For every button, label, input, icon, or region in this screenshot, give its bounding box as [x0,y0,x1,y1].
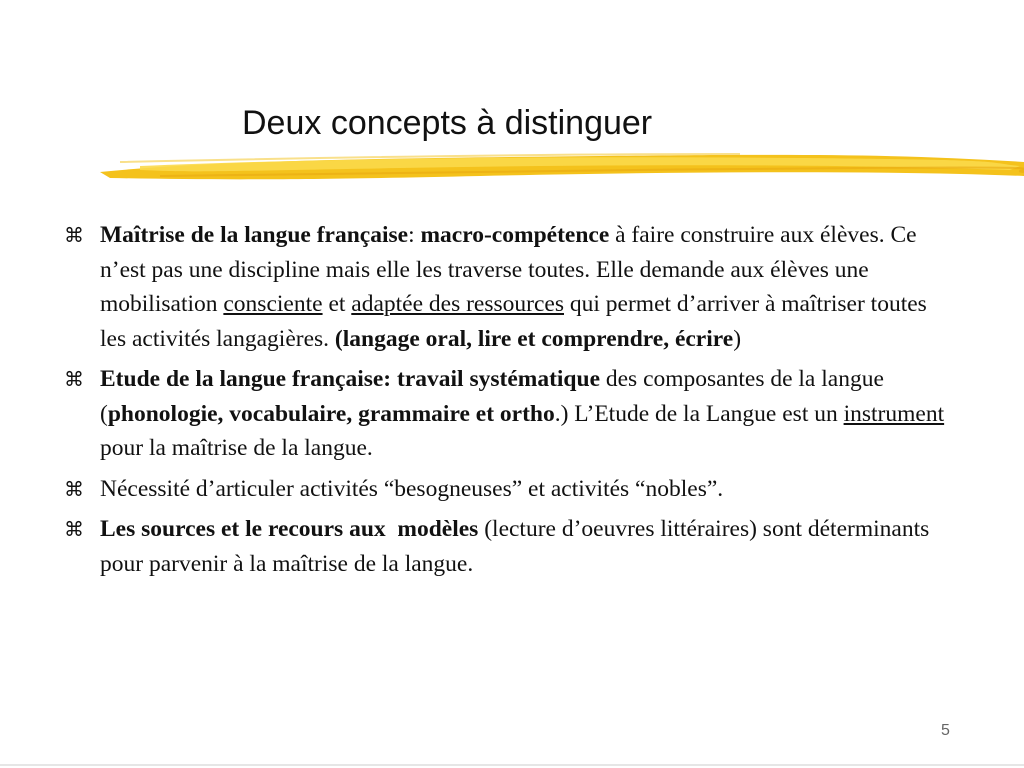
text-run: .) L’Etude de la Langue est un [554,400,844,427]
page-number: 5 [941,722,950,739]
yellow-brush-underline [100,146,1024,186]
bullet-list [64,218,954,587]
list-item [64,218,954,356]
slide-title: Deux concepts à distinguer [242,104,653,142]
text-run: et [322,291,352,317]
underlined-term: adaptée des ressources [351,291,564,317]
underlined-term: consciente [223,291,323,317]
bottom-divider [0,764,1024,766]
bold-term: phonologie, vocabulaire, grammaire et ortho [107,400,555,427]
text-run: (lecture d’oeuvres littéraires) sont déterminants pour parvenir à la maîtrise de la langue. [100,516,930,577]
command-key-icon: ⌘ [64,476,84,501]
bold-term: macro-compétence [420,222,610,248]
bold-term: Etude de la langue française: travail systématique [100,366,600,392]
text-run: ) [733,325,742,352]
bold-term: Maîtrise de la langue française [100,222,409,248]
text-run: des composantes de la langue ( [100,366,884,427]
text-run: qui permet d’arriver à maîtriser toutes les activités langagières. [100,291,927,352]
list-item [64,362,954,466]
list-item [64,512,954,581]
bold-term: Les sources et le recours aux modèles [100,516,479,542]
text-run: Nécessité d’articuler activités “besogneuses” et activités “nobles”. [100,475,724,502]
command-key-icon: ⌘ [64,367,84,391]
command-key-icon: ⌘ [64,517,84,541]
text-run: à faire construire aux élèves. Ce n’est pas une discipline mais elle les traverse toutes. Elle demande aux élèves une mobilisation [100,222,917,317]
text-run: : [408,222,421,248]
command-key-icon: ⌘ [64,223,84,247]
underlined-term: instrument [843,400,945,427]
list-item [64,472,954,507]
bold-term: (langage oral, lire et comprendre, écrire [334,325,734,352]
text-run: pour la maîtrise de la langue. [100,435,373,461]
